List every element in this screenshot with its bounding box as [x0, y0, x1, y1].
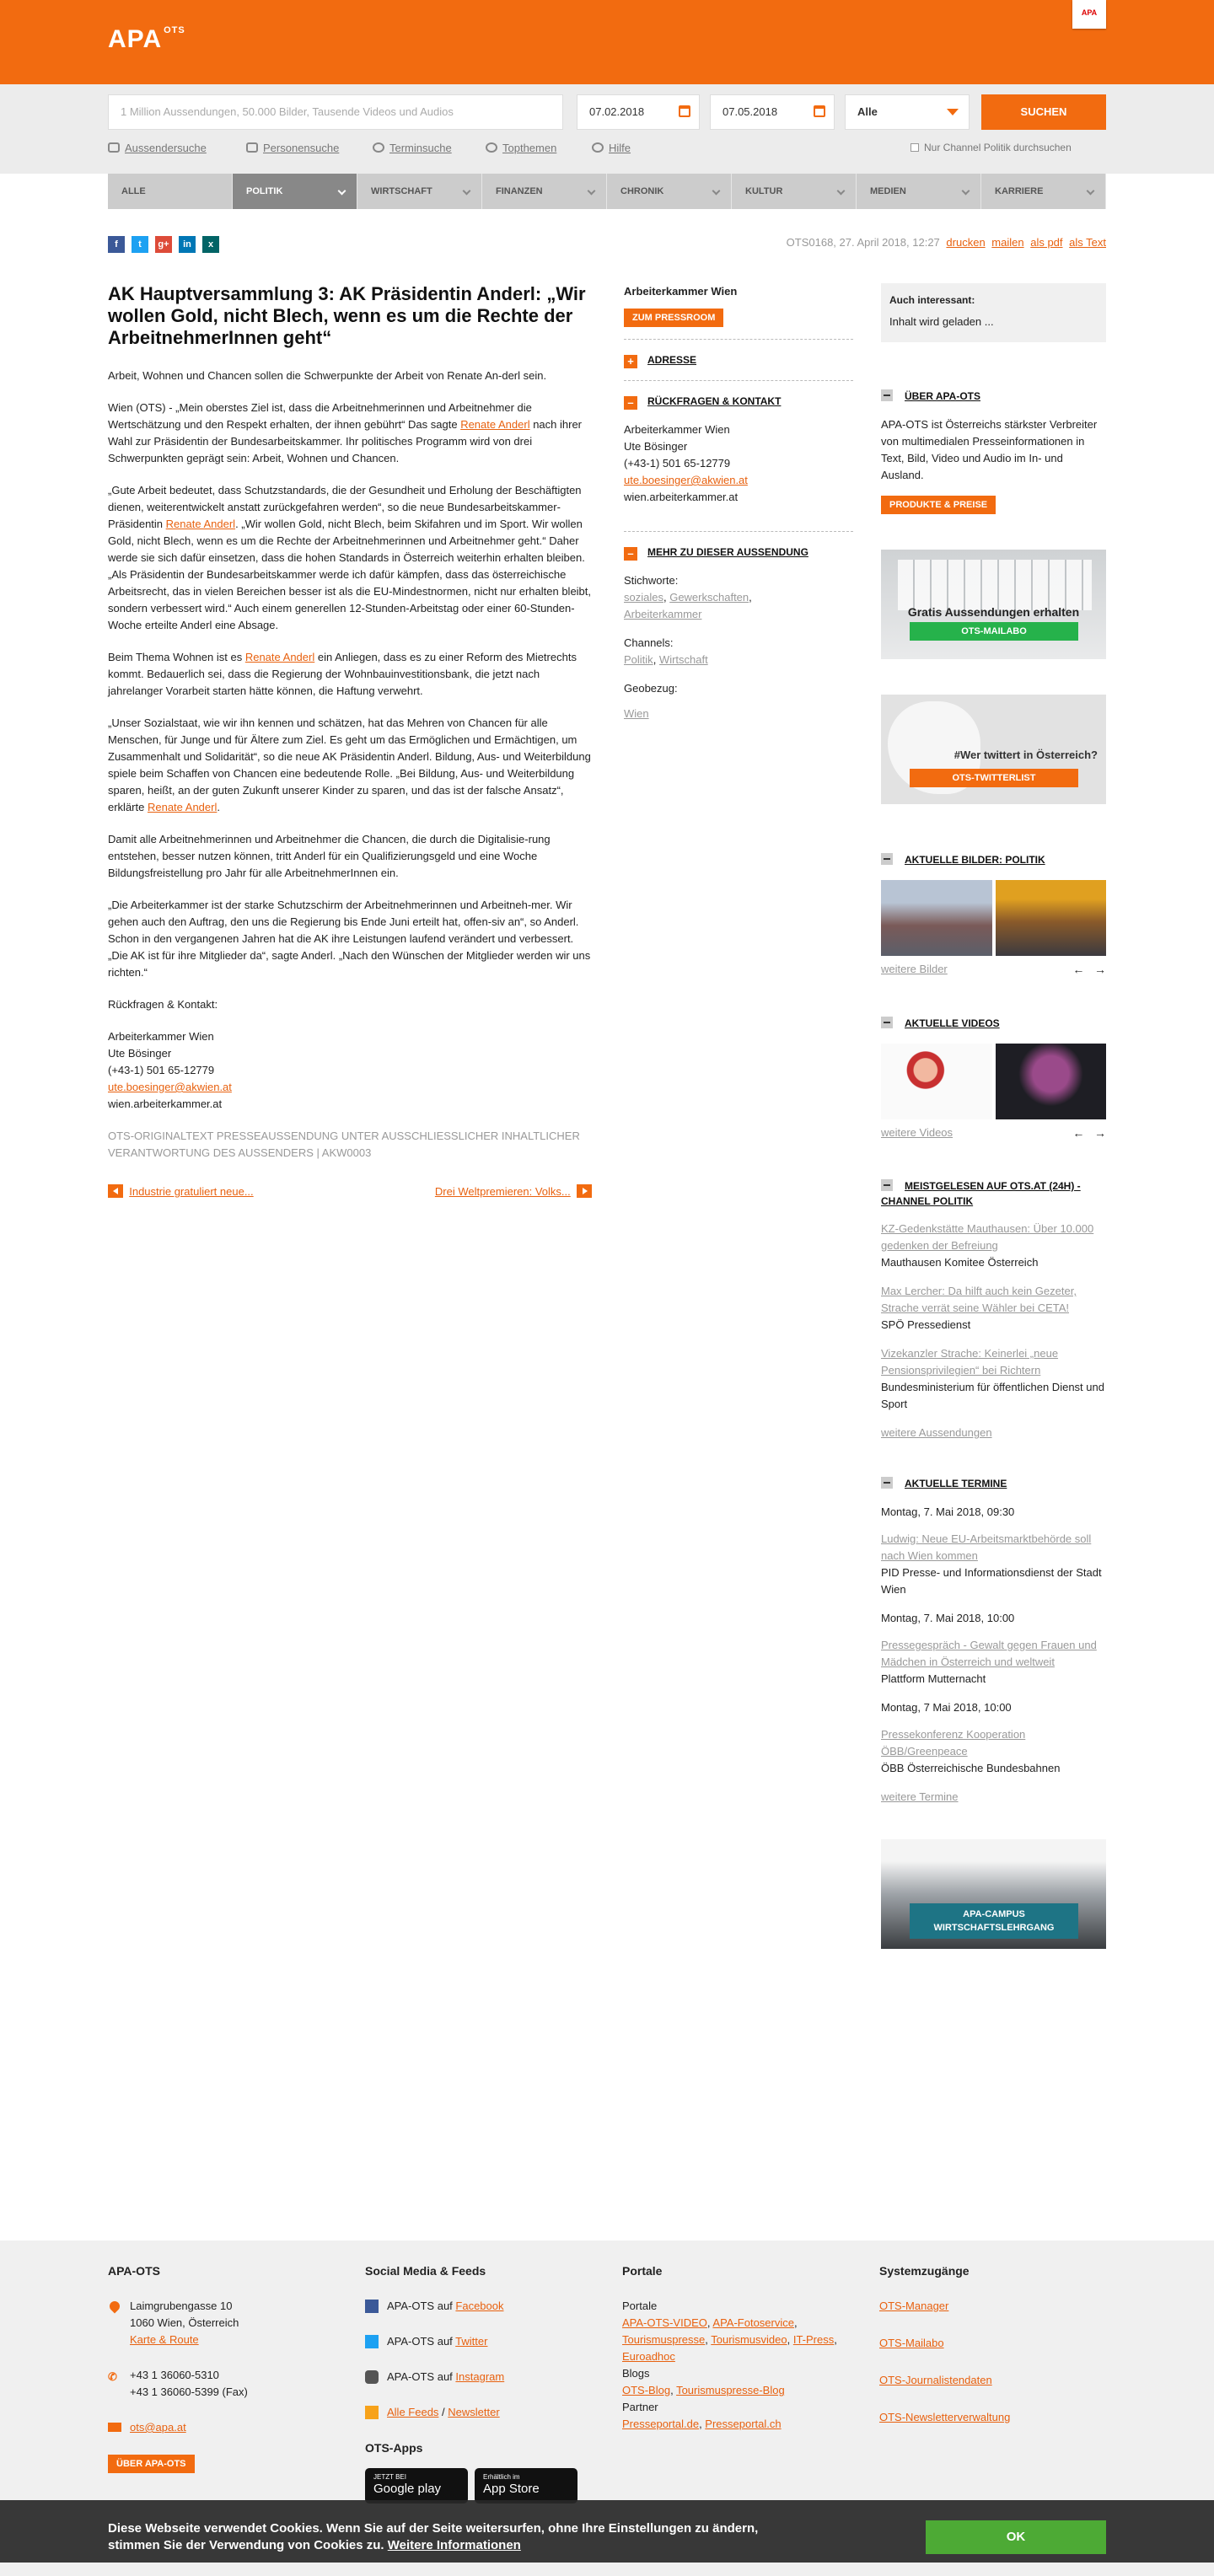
contact-web: wien.arbeiterkammer.at	[624, 491, 739, 503]
event-link[interactable]: Pressekonferenz Kooperation ÖBB/Greenpeace	[881, 1728, 1026, 1758]
tag-link[interactable]: Arbeiterkammer	[624, 608, 702, 620]
bilder-header[interactable]	[881, 851, 1106, 868]
minus-icon: –	[624, 396, 637, 410]
logo-text: APA	[108, 25, 163, 53]
video-thumbnail[interactable]	[996, 1044, 1107, 1119]
twitterlist-button[interactable]: OTS-TWITTERLIST	[910, 769, 1078, 787]
link-label: Terminsuche	[389, 142, 452, 154]
channel-link[interactable]: Wirtschaft	[658, 653, 708, 666]
calendar-icon	[814, 105, 825, 117]
person-link[interactable]: Renate Anderl	[147, 801, 218, 813]
nav-label: ALLE	[121, 186, 146, 196]
article-paragraph: Wien (OTS) - „Mein oberstes Ziel ist, dass die Arbeitnehmerinnen und Arbeitnehmer die Wertschätzung und den Respekt erhalten, der ihnen gebührt“ Das sagte Renate Anderl nach ihrer Wahl zur Präsidentin der Bundesarbeitskammer. Ihr politisches Programm wird von drei Schwerpunkten geprägt sein: Arbeit, Wohnen und Chancen.	[108, 401, 583, 464]
twitter-icon	[365, 2335, 379, 2348]
cookie-ok-button[interactable]: OK	[926, 2520, 1106, 2554]
interest-title: Auch interessant:	[889, 294, 975, 306]
prev-link[interactable]: Industrie gratuliert neue...	[129, 1185, 254, 1198]
interest-box	[881, 283, 1106, 342]
release-link[interactable]: Vizekanzler Strache: Keinerlei „neue Pensionsprivilegien“ bei Richtern	[881, 1347, 1059, 1377]
chevron-down-icon	[962, 187, 970, 196]
nav-label: MEDIEN	[870, 186, 906, 196]
channels-list: Politik, Wirtschaft	[624, 653, 708, 666]
search-input[interactable]: 1 Million Aussendungen, 50.000 Bilder, Tausende Videos und Audios	[108, 94, 563, 130]
arrow-right-icon	[577, 1184, 592, 1198]
rueckfragen-toggle[interactable]	[624, 393, 853, 410]
article-paragraph: „Unser Sozialstaat, wie wir ihn kennen und schätzen, hat das Mehren von Chancen für alle Menschen, für Junge und für Ältere zum Ziel. Es geht um das Ermöglichen und Ermächtigen, um Zusammenhalt und Solidarität“, so die neue AK Präsidentin Anderl. Bildung, Aus- und Weiterbildung spiele beim Schaffen von Chancen eine bedeutende Rolle. „Bei Bildung, Aus- und Weiterbildung sparen, heißt, an der guten Zukunft unserer Kinder zu sparen, und das ist der falsche Ansatz“, erklärte Renate Anderl.	[108, 716, 591, 813]
mail-link[interactable]: mailen	[991, 236, 1024, 249]
facebook-icon	[365, 2300, 379, 2313]
apa-ots-logo[interactable]	[108, 25, 185, 54]
contact-line: Ute Bösinger	[108, 1047, 172, 1060]
search-button[interactable]: SUCHEN	[981, 94, 1106, 130]
twitter-icon[interactable]: t	[132, 236, 148, 253]
list-item	[881, 1610, 1106, 1688]
link-hilfe[interactable]	[592, 142, 631, 154]
collapse-icon	[881, 853, 893, 865]
search-zone	[0, 84, 1214, 174]
phone-icon: ✆	[108, 2370, 117, 2383]
release-source: Bundesministerium für öffentlichen Dienst und Sport	[881, 1381, 1104, 1410]
link-label: Topthemen	[502, 142, 557, 154]
link-label: Aussendersuche	[125, 142, 207, 154]
mailabo-button[interactable]: OTS-MAILABO	[910, 622, 1078, 641]
system-link[interactable]: OTS-Manager	[879, 2300, 949, 2312]
footer-heading: Systemzugänge	[879, 2264, 970, 2278]
mail-icon	[108, 2423, 121, 2432]
mailabo-banner[interactable]	[881, 550, 1106, 659]
minus-icon: –	[624, 547, 637, 561]
contact-line: (+43-1) 501 65-12779	[624, 457, 731, 470]
partner-link[interactable]: Presseportal.de	[622, 2418, 700, 2430]
route-link[interactable]: Karte & Route	[130, 2333, 199, 2346]
portal-link[interactable]: Tourismuspresse	[622, 2333, 706, 2346]
twitter-link[interactable]: Twitter	[455, 2335, 488, 2348]
next-link[interactable]: Drei Weltpremieren: Volks...	[434, 1185, 571, 1198]
section-label: RÜCKFRAGEN & KONTAKT	[647, 395, 782, 407]
plus-icon: +	[624, 355, 637, 368]
text-link[interactable]: als Text	[1069, 236, 1106, 249]
sender-name: Arbeiterkammer Wien	[624, 285, 738, 298]
system-link[interactable]: OTS-Mailabo	[879, 2337, 944, 2349]
feeds-link[interactable]: Alle Feeds	[387, 2406, 439, 2418]
next-article[interactable]	[435, 1183, 592, 1200]
campus-banner[interactable]	[881, 1839, 1106, 1949]
article-paragraph: Beim Thema Wohnen ist es Renate Anderl ein Anliegen, dass es zu einer Reform des Mietrechts kommt. Bedauerlich sei, dass die Regierung der Wohnbauinvestitionsbank, die jetzt nach jahrelanger Vorarbeit starten hätte können, die Haftung verwehrt.	[108, 651, 577, 697]
xing-icon[interactable]: x	[202, 236, 219, 253]
stichworte-list: soziales, Gewerkschaften, Arbeiterkammer	[624, 591, 752, 620]
filter-select[interactable]	[845, 94, 970, 130]
article-title: AK Hauptversammlung 3: AK Präsidentin Anderl: „Wir wollen Gold, nicht Blech, wenn es um die Rechte der ArbeitnehmerInnen geht“	[108, 283, 586, 348]
event-source: Plattform Mutternacht	[881, 1672, 986, 1685]
keyboard-image	[898, 560, 1092, 610]
newsletter-link[interactable]: Newsletter	[448, 2406, 500, 2418]
apps-heading: OTS-Apps	[365, 2441, 423, 2455]
more-events-link[interactable]: weitere Termine	[881, 1790, 959, 1803]
googleplus-icon[interactable]: g+	[155, 236, 172, 253]
collapse-icon	[881, 1179, 893, 1191]
gallery-image[interactable]	[996, 880, 1107, 956]
twitter-banner[interactable]	[881, 695, 1106, 804]
contact-web: wien.arbeiterkammer.at	[108, 1097, 223, 1110]
termine-header[interactable]	[881, 1475, 1106, 1492]
bilder-gallery	[881, 880, 1106, 956]
clock-icon	[373, 142, 384, 153]
link-terminsuche[interactable]	[373, 142, 452, 154]
release-source: SPÖ Pressedienst	[881, 1318, 971, 1331]
chevron-down-icon	[588, 187, 596, 196]
mailabo-text: Gratis Aussendungen erhalten	[907, 605, 1080, 619]
person-link[interactable]: Renate Anderl	[244, 651, 315, 663]
release-link[interactable]: KZ-Gedenkstätte Mauthausen: Über 10.000 gedenken der Befreiung	[881, 1222, 1094, 1252]
chevron-down-icon	[837, 187, 846, 196]
article-paragraph: „Die Arbeiterkammer ist der starke Schutzschirm der Arbeitnehmerinnen und Arbeitneh-mer. Wir gehen auch den Auftrag, den uns die Regierung bis Ende Juni erteilt hat, offen-siv an“, so Anderl. Schon in den vergangenen Jahren hat die AK ihre Leistungen laufend verändert und verbessert. „Die AK ist für ihre Mitglieder da“, sagte Anderl. „Nach den Wünschen der Mitglieder werden wir uns richten.“	[108, 899, 591, 979]
section-label: MEISTGELESEN AUF OTS.AT (24H) - CHANNEL POLITIK	[881, 1180, 1081, 1207]
pdf-link[interactable]: als pdf	[1030, 236, 1063, 249]
about-header[interactable]	[881, 388, 1106, 405]
tag-link[interactable]: soziales	[624, 591, 663, 604]
chevron-down-icon	[947, 109, 959, 115]
location-icon	[108, 2300, 122, 2314]
channel-nav	[108, 174, 1106, 209]
portal-link[interactable]: Tourismusvideo	[711, 2333, 787, 2346]
geo-link[interactable]: Wien	[624, 707, 649, 720]
release-link[interactable]: Max Lercher: Da hilft auch kein Gezeter, Strache verrät seine Wähler bei CETA!	[881, 1285, 1077, 1314]
twitter-text: #Wer twittert in Österreich?	[953, 749, 1098, 761]
portal-link[interactable]: APA-Fotoservice	[712, 2316, 794, 2329]
channel-checkbox[interactable]	[910, 142, 1072, 153]
chevron-down-icon	[463, 187, 471, 196]
chevron-down-icon	[712, 187, 721, 196]
person-link[interactable]: Renate Anderl	[460, 418, 530, 431]
list-item	[881, 1504, 1106, 1598]
contact-email-link[interactable]: ute.boesinger@akwien.at	[624, 474, 748, 486]
list-item	[881, 1345, 1106, 1413]
portal-link[interactable]: APA-OTS-VIDEO	[622, 2316, 707, 2329]
more-releases-link[interactable]: weitere Aussendungen	[881, 1426, 992, 1439]
contact-line: Arbeiterkammer Wien	[624, 423, 730, 436]
nav-politik[interactable]	[233, 174, 357, 209]
about-apa-button[interactable]: ÜBER APA-OTS	[108, 2455, 195, 2473]
googleplay-badge[interactable]: JETZT BEI Google play	[365, 2468, 468, 2504]
event-date: Montag, 7 Mai 2018, 10:00	[881, 1701, 1012, 1714]
people-icon	[246, 142, 258, 153]
videos-gallery	[881, 1044, 1106, 1119]
rss-icon	[365, 2406, 379, 2419]
channel-link[interactable]: Politik	[624, 653, 653, 666]
article	[108, 283, 592, 1200]
system-link[interactable]: OTS-Newsletterverwaltung	[879, 2411, 1011, 2423]
footer-col-apa: APA-OTS Laimgrubengasse 10 1060 Wien, Österreich Karte & Route ✆ +43 1 36060-5310 +43 1 36060-5399 (Fax) ots@apa.at ÜBER APA-OTS	[108, 2262, 336, 2473]
cookie-info-link[interactable]: Weitere Informationen	[387, 2538, 521, 2552]
facebook-link[interactable]: Facebook	[455, 2300, 504, 2312]
section-label: AKTUELLE VIDEOS	[905, 1017, 1000, 1029]
person-link[interactable]: Renate Anderl	[165, 518, 236, 530]
article-contact	[108, 1028, 592, 1113]
channels-label: Channels:	[624, 636, 674, 649]
release-source: Mauthausen Komitee Österreich	[881, 1256, 1039, 1269]
contact-line: Ute Bösinger	[624, 440, 688, 453]
list-item	[881, 1221, 1106, 1271]
instagram-icon	[365, 2370, 379, 2384]
article-meta	[787, 236, 1106, 249]
cookie-banner	[0, 2500, 1214, 2563]
footer-heading: APA-OTS	[108, 2264, 160, 2278]
event-date: Montag, 7. Mai 2018, 10:00	[881, 1612, 1015, 1624]
building-icon	[108, 142, 120, 153]
video-thumbnail[interactable]	[881, 1044, 992, 1119]
meistgelesen-header[interactable]	[881, 1178, 1106, 1209]
sender-column	[624, 283, 853, 722]
cookie-text: Diese Webseite verwendet Cookies. Wenn Sie auf der Seite weitersurfen, ohne Ihre Einstellungen zu ändern, stimmen Sie der Verwendung von Cookies zu. Weitere Informationen	[108, 2521, 759, 2552]
event-link[interactable]: Pressegespräch - Gewalt gegen Frauen und Mädchen in Österreich und weltweit	[881, 1639, 1097, 1668]
nav-medien[interactable]	[857, 174, 981, 209]
date-to-field[interactable]	[710, 94, 835, 130]
print-link[interactable]: drucken	[946, 236, 986, 249]
logo-sub: OTS	[164, 25, 185, 35]
footer-col-system	[879, 2262, 1107, 2446]
date-from-value: 07.02.2018	[589, 105, 645, 118]
stichworte-label: Stichworte:	[624, 574, 679, 587]
contact-line: Arbeiterkammer Wien	[108, 1030, 214, 1043]
top-bar	[0, 0, 1214, 84]
partner-link[interactable]: Presseportal.ch	[705, 2418, 782, 2430]
appstore-badge[interactable]: Erhältlich im App Store	[475, 2468, 577, 2504]
prev-article[interactable]	[108, 1183, 254, 1200]
more-videos-link[interactable]: weitere Videos	[881, 1126, 953, 1139]
chevron-down-icon	[1087, 187, 1095, 196]
facebook-icon[interactable]: f	[108, 236, 125, 253]
blog-link[interactable]: OTS-Blog	[622, 2384, 671, 2396]
date-to-value: 07.05.2018	[722, 105, 778, 118]
footer-heading: Portale	[622, 2264, 663, 2278]
arrow-left-icon	[108, 1184, 123, 1198]
nav-finanzen[interactable]	[482, 174, 607, 209]
sidebar	[881, 283, 1106, 1949]
nav-label: KARRIERE	[995, 186, 1044, 196]
help-icon	[592, 142, 604, 153]
mehr-toggle[interactable]	[624, 544, 853, 561]
gallery-arrows[interactable]: ← →	[1072, 963, 1106, 976]
gallery-image[interactable]	[881, 880, 992, 956]
checkbox-label: Nur Channel Politik durchsuchen	[924, 142, 1072, 153]
nav-label: WIRTSCHAFT	[371, 186, 432, 196]
tag-link[interactable]: Gewerkschaften	[669, 591, 749, 604]
about-text: APA-OTS ist Österreichs stärkster Verbreiter von multimedialen Presseinformationen in Text, Bild, Video und Audio im In- und Ausland.	[881, 418, 1098, 481]
interest-loading: Inhalt wird geladen ...	[889, 315, 994, 328]
link-label: Hilfe	[609, 142, 631, 154]
videos-header[interactable]	[881, 1015, 1106, 1032]
instagram-link[interactable]: Instagram	[455, 2370, 505, 2383]
nav-label: KULTUR	[745, 186, 783, 196]
ots-id: OTS0168, 27. April 2018, 12:27	[786, 236, 940, 249]
event-source: PID Presse- und Informationsdienst der Stadt Wien	[881, 1566, 1102, 1596]
collapse-icon	[881, 1017, 893, 1028]
link-label: Personensuche	[263, 142, 340, 154]
list-item	[881, 1699, 1106, 1777]
collapse-icon	[881, 1477, 893, 1489]
filter-value: Alle	[857, 105, 878, 118]
contact-email-link[interactable]: ute.boesinger@akwien.at	[108, 1081, 232, 1093]
nav-chronik[interactable]	[607, 174, 732, 209]
email-link[interactable]: ots@apa.at	[130, 2421, 186, 2434]
list-item	[881, 1283, 1106, 1334]
section-label: AKTUELLE TERMINE	[905, 1478, 1007, 1489]
event-date: Montag, 7. Mai 2018, 09:30	[881, 1505, 1015, 1518]
event-source: ÖBB Österreichische Bundesbahnen	[881, 1762, 1061, 1774]
calendar-icon	[679, 105, 690, 117]
video-arrows[interactable]: ← →	[1072, 1126, 1106, 1140]
article-paragraph: Damit alle Arbeitnehmerinnen und Arbeitnehmer die Chancen, die durch die Digitalisie-rung entstehen, besser nutzen können, tritt Anderl für ein Qualifizierungsgeld und eine Woche Bildungsfreistellung pro Jahr für alle ArbeitnehmerInnen ein.	[108, 833, 551, 879]
linkedin-icon[interactable]: in	[179, 236, 196, 253]
section-label: MEHR ZU DIESER AUSSENDUNG	[647, 546, 808, 558]
event-link[interactable]: Ludwig: Neue EU-Arbeitsmarktbehörde soll nach Wien kommen	[881, 1532, 1092, 1562]
adresse-toggle[interactable]	[624, 352, 853, 368]
article-lead: Arbeit, Wohnen und Chancen sollen die Schwerpunkte der Arbeit von Renate An-derl sein.	[108, 369, 547, 382]
footer-heading: Social Media & Feeds	[365, 2264, 486, 2278]
portal-link[interactable]: Euroadhoc	[622, 2350, 675, 2363]
article-pagination	[108, 1183, 592, 1200]
nav-wirtschaft[interactable]	[357, 174, 482, 209]
link-personensuche[interactable]	[246, 142, 339, 154]
nav-kultur[interactable]	[732, 174, 857, 209]
date-from-field[interactable]	[577, 94, 700, 130]
checkbox-icon	[910, 143, 919, 152]
section-label: ÜBER APA-OTS	[905, 390, 980, 402]
footer-col-social: Social Media & Feeds APA-OTS auf Facebook APA-OTS auf Twitter APA-OTS auf Instagram Alle Feeds / Newsletter OTS-Apps JETZT BEI Google play Erhältlich im App Store	[365, 2262, 593, 2504]
more-images-link[interactable]: weitere Bilder	[881, 963, 948, 975]
contact-label: Rückfragen & Kontakt:	[108, 998, 218, 1011]
section-label: ADRESSE	[647, 354, 697, 366]
contact-line: (+43-1) 501 65-12779	[108, 1064, 215, 1076]
nav-label: FINANZEN	[496, 186, 543, 196]
link-aussendersuche[interactable]	[108, 142, 207, 154]
blogs-label: Blogs	[622, 2367, 650, 2380]
ots-footnote: OTS-ORIGINALTEXT PRESSEAUSSENDUNG UNTER AUSSCHLIESSLICHER INHALTLICHER VERANTWORTUNG DES AUSSENDERS | AKW0003	[108, 1130, 580, 1159]
partner-label: Partner	[622, 2401, 658, 2413]
nav-label: CHRONIK	[620, 186, 664, 196]
system-link[interactable]: OTS-Journalistendaten	[879, 2374, 992, 2386]
link-topthemen[interactable]	[486, 142, 556, 154]
collapse-icon	[881, 389, 893, 401]
produkte-button[interactable]: PRODUKTE & PREISE	[881, 496, 996, 514]
portal-link[interactable]: IT-Press	[792, 2333, 835, 2346]
blog-link[interactable]: Tourismuspresse-Blog	[676, 2384, 785, 2396]
share-bar	[108, 236, 219, 253]
chevron-down-icon	[338, 187, 346, 196]
compass-icon	[486, 142, 497, 153]
nav-karriere[interactable]	[981, 174, 1106, 209]
nav-label: POLITIK	[246, 186, 283, 196]
campus-button[interactable]: APA-CAMPUS WIRTSCHAFTSLEHRGANG	[910, 1903, 1078, 1939]
article-paragraph: „Gute Arbeit bedeutet, dass Schutzstandards, die der Gesundheit und Erholung der Beschäftigten dienen, weiterentwickelt anstatt zurückgefahren werden“, so die neue Bundesarbeitskammer-Präsidentin Renate Anderl. „Wir wollen Gold, nicht Blech, beim Skifahren und im Sport. Wir wollen Gold, nicht Blech, wenn es um die Rechte der Arbeitnehmerinnen und Arbeitnehmer geht.“ Daher werde sie sich dafür einsetzen, dass die hohen Standards in Österreich weiterhin erhalten bleiben. „Als Präsidentin der Bundesarbeitskammer werde ich dafür kämpfen, dass das österreichische Arbeitsrecht, das in vielen Bereichen besser ist als die EU-Mindestnormen, nicht nur erhalten bleibt, sondern verbessert wird.“ Auch einem generellen 12-Stunden-Arbeitstag oder einer 60-Stunden-Woche erteilte Anderl eine Absage.	[108, 484, 592, 631]
pressroom-button[interactable]: ZUM PRESSROOM	[624, 309, 723, 327]
portale-label: Portale	[622, 2300, 658, 2312]
section-label: AKTUELLE BILDER: POLITIK	[905, 854, 1045, 866]
apa-badge[interactable]: APA	[1072, 0, 1106, 29]
geobezug-label: Geobezug:	[624, 682, 678, 695]
footer-col-portale: Portale Portale APA-OTS-VIDEO, APA-Fotoservice, Tourismuspresse, Tourismusvideo, IT-Press, Euroadhoc Blogs OTS-Blog, Tourismuspresse-Blog Partner Presseportal.de, Presseportal.ch	[622, 2262, 843, 2433]
nav-alle[interactable]	[108, 174, 233, 209]
